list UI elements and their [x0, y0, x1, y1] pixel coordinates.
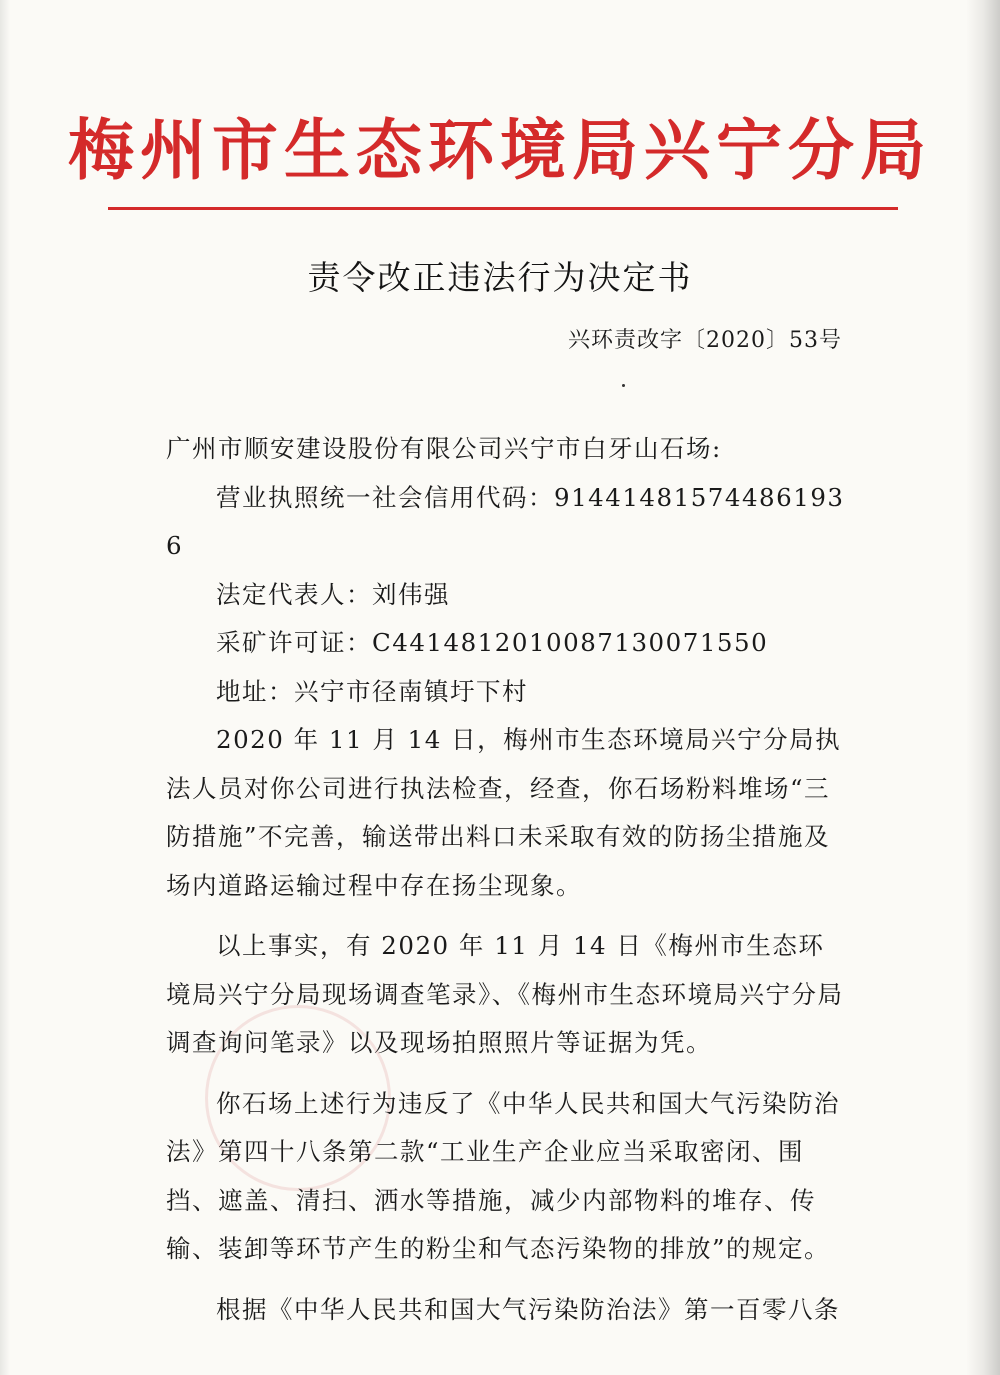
addressee-line: 广州市顺安建设股份有限公司兴宁市白牙山石场:	[166, 434, 722, 463]
page-left-edge	[0, 0, 10, 1375]
paragraph-evidence: 以上事实，有 2020 年 11 月 14 日《梅州市生态环境局兴宁分局现场调查笔录》、《梅州市生态环境局兴宁分局调查询问笔录》以及现场拍照照片等证据为凭。	[166, 931, 844, 1057]
header-red-rule	[108, 207, 898, 210]
paragraph-basis: 根据《中华人民共和国大气污染防治法》第一百零八条	[216, 1294, 840, 1324]
page-right-edge	[966, 0, 1000, 1375]
mining-license-line: 采矿许可证：C4414812010087130071550	[216, 628, 769, 657]
legal-rep-line: 法定代表人：刘伟强	[216, 579, 450, 609]
address-line: 地址：兴宁市径南镇圩下村	[216, 676, 528, 706]
credit-code-line: 营业执照统一社会信用代码：91441481574486193​6	[166, 482, 845, 560]
document-number: 兴环责改字〔2020〕53号	[568, 328, 842, 353]
agency-header-title: 梅州市生态环境局兴宁分局	[68, 112, 932, 189]
paragraph-inspection: 2020 年 11 月 14 日，梅州市生态环境局兴宁分局执法人员对你公司进行执法检查，经查，你石场粉料堆场“三防措施”不完善，输送带出料口未采取有效的防扬尘措施及场内道路运输过程中存在扬尘现象。	[166, 725, 842, 900]
paragraph-violation: 你石场上述行为违反了《中华人民共和国大气污染防治法》第四十八条第二款“工业生产企业应当采取密闭、围挡、遮盖、清扫、洒水等措施，减少内部物料的堆存、传输、装卸等环节产生的粉尘和气态污染物的排放”的规定。	[166, 1088, 840, 1263]
document-title: 责令改正违法行为决定书	[307, 258, 693, 297]
document-body	[166, 425, 846, 1334]
ink-speck	[622, 384, 625, 387]
